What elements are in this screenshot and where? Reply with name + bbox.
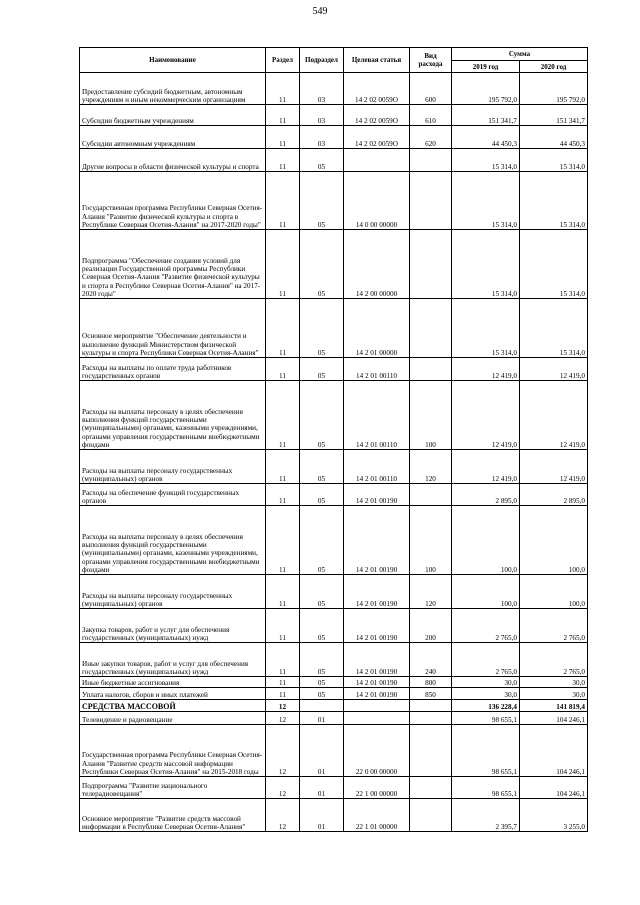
row-target-article: 14 2 01 00190 [344,484,410,506]
row-section: 11 [266,230,300,299]
row-expense-type [410,700,452,712]
row-subsection: 01 [300,725,344,777]
row-sum-2020: 15 314,0 [520,172,588,230]
table-row [80,484,588,506]
row-sum-2019: 98 655,1 [452,777,520,799]
row-name: Телевидение и радиовещание [80,712,266,725]
row-target-article: 14 2 01 00190 [344,609,410,643]
row-target-article: 14 2 02 0059О [344,105,410,126]
row-sum-2020: 44 450,3 [520,126,588,149]
header-expense-type: Вид расхода [410,48,452,73]
row-sum-2019: 151 341,7 [452,105,520,126]
row-sum-2019: 30,0 [452,677,520,688]
row-expense-type: 200 [410,609,452,643]
row-name: Расходы на обеспечение функций государственных органов [80,484,266,506]
row-section: 11 [266,172,300,230]
row-name: Подпрограмма "Обеспечение создания условий для реализации Государственной программы Республики Северная Осетия-Алания "Развитие физической культуры и спорта в Республике Северная Осетия-Алания" на 2017-2020 годы" [80,230,266,299]
row-expense-type [410,777,452,799]
row-subsection: 05 [300,484,344,506]
row-name: Иные бюджетные ассигнования [80,677,266,688]
row-expense-type [410,230,452,299]
row-sum-2019: 30,0 [452,688,520,700]
row-name: Уплата налогов, сборов и иных платежей [80,688,266,700]
row-section: 11 [266,506,300,575]
row-subsection: 05 [300,609,344,643]
row-expense-type: 100 [410,506,452,575]
row-target-article [344,149,410,172]
row-sum-2019: 15 314,0 [452,149,520,172]
row-section: 11 [266,677,300,688]
row-subsection: 05 [300,299,344,358]
row-target-article: 22 1 01 00000 [344,799,410,832]
row-expense-type [410,358,452,381]
row-expense-type: 850 [410,688,452,700]
row-section: 11 [266,450,300,484]
row-expense-type [410,172,452,230]
row-name: Основное мероприятие "Развитие средств массовой информации в Республике Северная Осетия-Алания" [80,799,266,832]
table-row [80,73,588,105]
row-subsection: 05 [300,506,344,575]
row-target-article: 22 0 00 00000 [344,725,410,777]
table-row [80,105,588,126]
row-section: 12 [266,725,300,777]
row-target-article: 14 2 00 00000 [344,230,410,299]
row-sum-2019: 98 655,1 [452,725,520,777]
row-sum-2020: 195 792,0 [520,73,588,105]
row-expense-type [410,799,452,832]
row-section: 11 [266,73,300,105]
table-row [80,677,588,688]
table-row [80,712,588,725]
row-sum-2019: 12 419,0 [452,381,520,450]
row-section: 11 [266,358,300,381]
row-subsection: 05 [300,172,344,230]
row-subsection: 05 [300,688,344,700]
row-sum-2019: 15 314,0 [452,230,520,299]
row-name: Основное мероприятие "Обеспечение деятельности и выполнение функций Министерством физической культуры и спорта Республики Северная Осетия-Алания" [80,299,266,358]
row-target-article: 22 1 00 00000 [344,777,410,799]
row-sum-2019: 2 395,7 [452,799,520,832]
page-number: 549 [312,6,328,17]
table-row [80,172,588,230]
row-sum-2020: 12 419,0 [520,450,588,484]
row-name: Другие вопросы в области физической культуры и спорта [80,149,266,172]
row-sum-2019: 2 765,0 [452,609,520,643]
table-row [80,643,588,677]
row-sum-2019: 15 314,0 [452,172,520,230]
row-target-article: 14 2 01 00190 [344,506,410,575]
row-subsection: 01 [300,712,344,725]
row-sum-2019: 136 228,4 [452,700,520,712]
row-sum-2019: 44 450,3 [452,126,520,149]
row-name: Государственная программа Республики Северная Осетия-Алания "Развитие физической культуры и спорта в Республике Северная Осетия-Алания" на 2017-2020 годы" [80,172,266,230]
row-target-article: 14 2 01 00110 [344,450,410,484]
row-sum-2020: 104 246,1 [520,777,588,799]
row-sum-2019: 2 765,0 [452,643,520,677]
row-expense-type [410,725,452,777]
row-sum-2020: 151 341,7 [520,105,588,126]
row-sum-2019: 100,0 [452,575,520,609]
row-section: 11 [266,381,300,450]
header-year-2019: 2019 год [452,61,520,73]
row-subsection: 05 [300,381,344,450]
row-name: Иные закупки товаров, работ и услуг для обеспечения государственных (муниципальных) нужд [80,643,266,677]
row-expense-type: 800 [410,677,452,688]
table-row [80,126,588,149]
table-row [80,450,588,484]
row-target-article: 14 2 01 00190 [344,688,410,700]
row-section: 11 [266,299,300,358]
row-section: 11 [266,484,300,506]
row-name: Расходы на выплаты персоналу государственных (муниципальных) органов [80,450,266,484]
header-name: Наименование [80,48,266,73]
row-name: Расходы на выплаты персоналу в целях обеспечения выполнения функций государственными (муниципальными) органами, казенными учреждениями, органами управления государственными внебюджетными фондами [80,506,266,575]
row-subsection: 05 [300,575,344,609]
table-row [80,506,588,575]
row-section: 11 [266,575,300,609]
header-subsection: Подраздел [300,48,344,73]
row-name: СРЕДСТВА МАССОВОЙ [80,700,266,712]
row-subsection: 03 [300,73,344,105]
row-sum-2019: 98 655,1 [452,712,520,725]
header-sum: Сумма [452,48,588,61]
row-subsection: 03 [300,105,344,126]
row-sum-2019: 12 419,0 [452,358,520,381]
row-subsection: 05 [300,358,344,381]
row-subsection: 01 [300,777,344,799]
row-subsection: 05 [300,450,344,484]
row-target-article: 14 2 01 00190 [344,643,410,677]
row-name: Расходы на выплаты по оплате труда работников государственных органов [80,358,266,381]
row-sum-2019: 2 895,0 [452,484,520,506]
row-name: Закупка товаров, работ и услуг для обеспечения государственных (муниципальных) нужд [80,609,266,643]
row-sum-2020: 30,0 [520,688,588,700]
row-sum-2020: 12 419,0 [520,358,588,381]
row-sum-2020: 141 819,4 [520,700,588,712]
row-sum-2020: 104 246,1 [520,712,588,725]
row-sum-2019: 12 419,0 [452,450,520,484]
row-sum-2020: 2 895,0 [520,484,588,506]
row-target-article: 14 2 01 00190 [344,677,410,688]
table-row [80,799,588,832]
row-expense-type [410,149,452,172]
row-sum-2020: 100,0 [520,506,588,575]
row-sum-2020: 30,0 [520,677,588,688]
row-name: Расходы на выплаты персоналу государственных (муниципальных) органов [80,575,266,609]
table-row [80,609,588,643]
row-section: 12 [266,799,300,832]
row-section: 11 [266,105,300,126]
row-sum-2020: 15 314,0 [520,230,588,299]
row-sum-2020: 12 419,0 [520,381,588,450]
row-sum-2019: 100,0 [452,506,520,575]
row-target-article: 14 2 01 00190 [344,575,410,609]
row-sum-2020: 2 765,0 [520,609,588,643]
row-subsection: 05 [300,149,344,172]
row-name: Государственная программа Республики Северная Осетия-Алания "Развитие средств массовой информации Республики Северная Осетия-Алания" на 2015-2018 годы [80,725,266,777]
row-name: Подпрограмма "Развитие национального телерадиовещания" [80,777,266,799]
row-target-article [344,700,410,712]
row-target-article: 14 2 02 0059О [344,126,410,149]
row-sum-2019: 195 792,0 [452,73,520,105]
header-year-2020: 2020 год [520,61,588,73]
row-subsection [300,700,344,712]
row-name: Расходы на выплаты персоналу в целях обеспечения выполнения функций государственными (муниципальными) органами, казенными учреждениями, органами управления государственными внебюджетными фондами [80,381,266,450]
row-section: 11 [266,149,300,172]
row-sum-2020: 3 255,0 [520,799,588,832]
row-expense-type [410,484,452,506]
row-target-article: 14 2 01 00000 [344,299,410,358]
row-subsection: 01 [300,799,344,832]
row-name: Предоставление субсидий бюджетным, автономным учреждениям и иным некоммерческим организациям [80,73,266,105]
row-expense-type [410,712,452,725]
row-subsection: 05 [300,677,344,688]
table-row [80,230,588,299]
row-expense-type: 120 [410,450,452,484]
row-target-article [344,712,410,725]
row-expense-type [410,299,452,358]
row-section: 12 [266,700,300,712]
row-name: Субсидии бюджетным учреждениям [80,105,266,126]
row-expense-type: 240 [410,643,452,677]
table-row [80,700,588,712]
row-expense-type: 620 [410,126,452,149]
row-target-article: 14 2 01 00110 [344,358,410,381]
row-subsection: 05 [300,230,344,299]
budget-table [79,47,588,832]
row-sum-2020: 104 246,1 [520,725,588,777]
row-expense-type: 100 [410,381,452,450]
header-target-article: Целевая статья [344,48,410,73]
row-section: 11 [266,609,300,643]
row-section: 11 [266,126,300,149]
row-target-article: 14 2 02 0059О [344,73,410,105]
table-row [80,299,588,358]
row-sum-2020: 2 765,0 [520,643,588,677]
row-section: 12 [266,712,300,725]
table-row [80,777,588,799]
table-row [80,575,588,609]
row-section: 11 [266,688,300,700]
row-sum-2020: 15 314,0 [520,299,588,358]
table-row [80,381,588,450]
table-row [80,725,588,777]
row-sum-2019: 15 314,0 [452,299,520,358]
row-subsection: 05 [300,643,344,677]
header-section: Раздел [266,48,300,73]
row-target-article: 14 0 00 00000 [344,172,410,230]
row-name: Субсидии автономным учреждениям [80,126,266,149]
row-sum-2020: 100,0 [520,575,588,609]
row-target-article: 14 2 01 00110 [344,381,410,450]
table-row [80,688,588,700]
row-subsection: 03 [300,126,344,149]
table-row [80,358,588,381]
table-row [80,149,588,172]
row-section: 12 [266,777,300,799]
row-expense-type: 600 [410,73,452,105]
row-sum-2020: 15 314,0 [520,149,588,172]
row-section: 11 [266,643,300,677]
row-expense-type: 120 [410,575,452,609]
row-expense-type: 610 [410,105,452,126]
